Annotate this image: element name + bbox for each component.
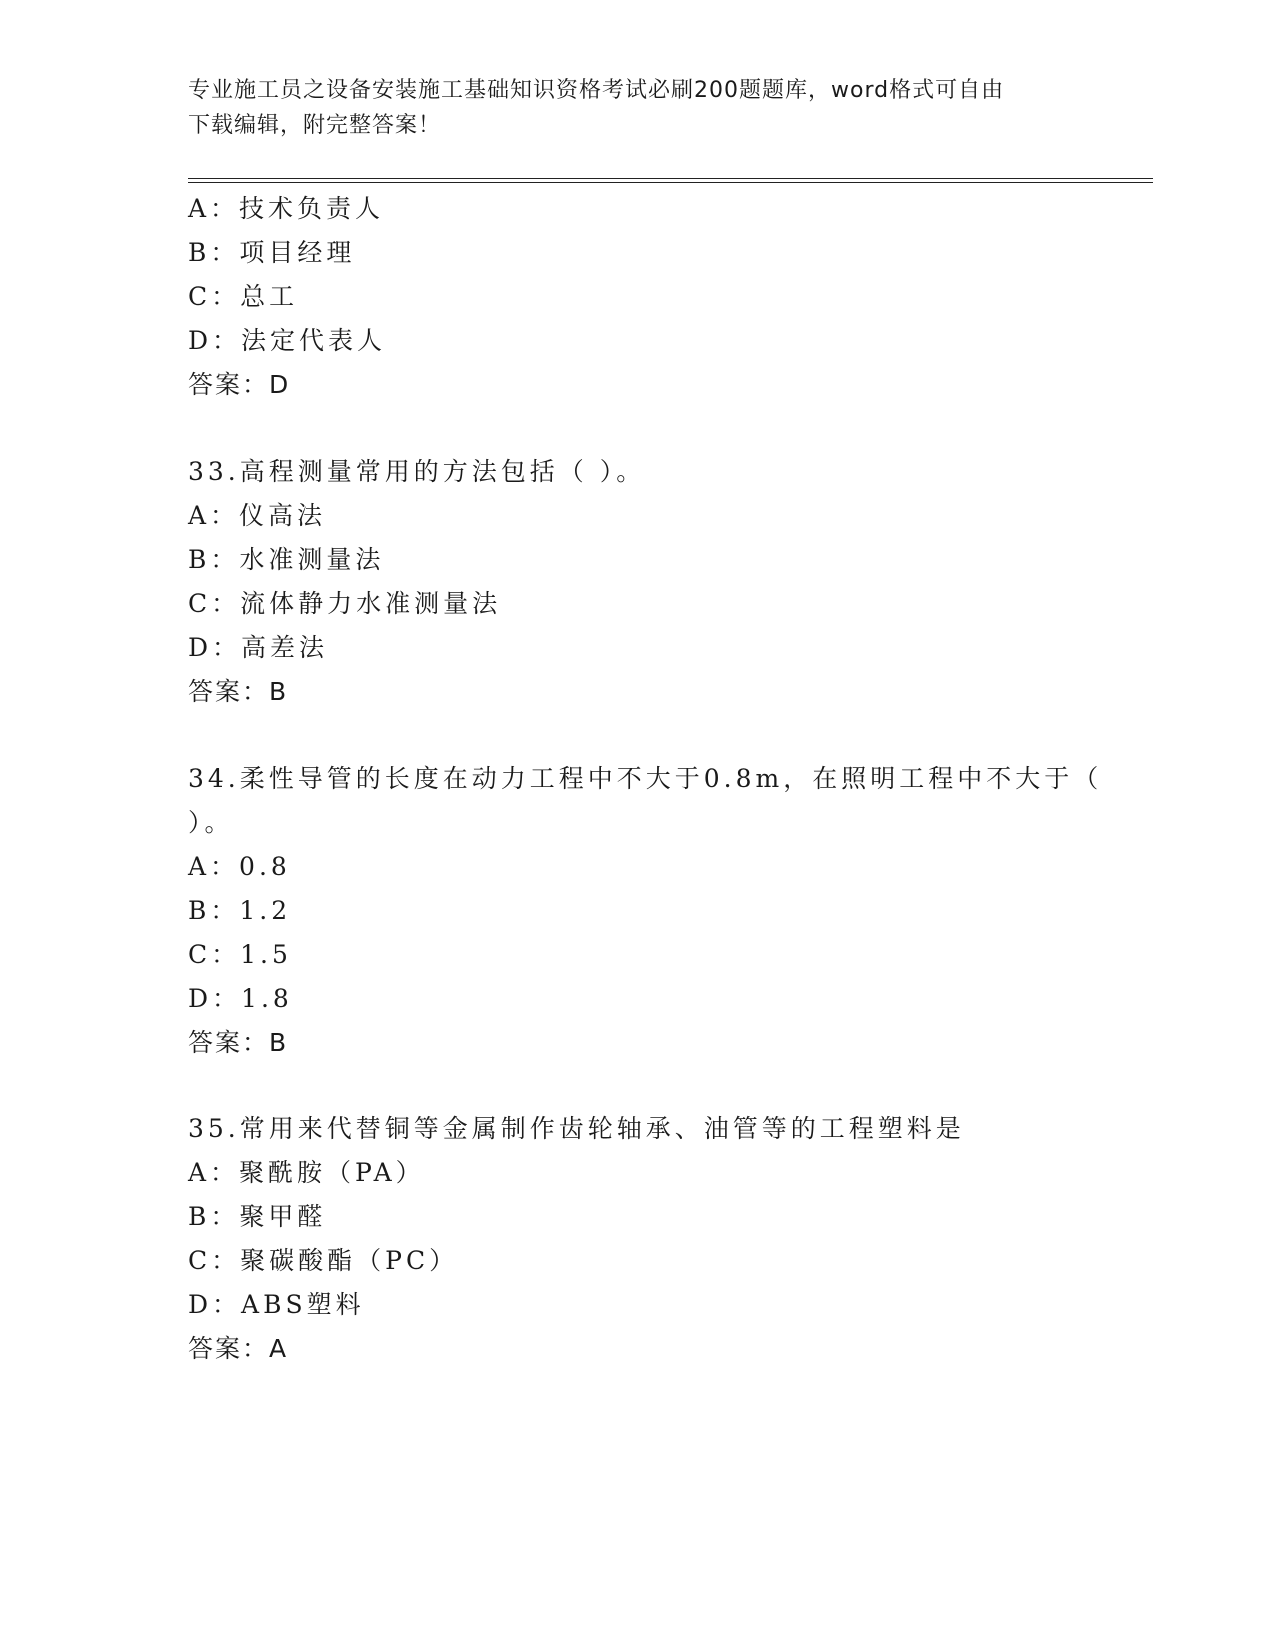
q35-stem: 35.常用来代替铜等金属制作齿轮轴承、油管等的工程塑料是	[188, 1114, 965, 1143]
q35-option-a: A：聚酰胺（PA）	[188, 1158, 425, 1187]
q33-option-b: B：水准测量法	[188, 545, 385, 574]
q34-option-d: D：1.8	[188, 984, 293, 1013]
q33-stem: 33.高程测量常用的方法包括（ ）。	[188, 457, 646, 486]
q34-option-b: B：1.2	[188, 896, 292, 925]
q32-option-c: C：总工	[188, 282, 299, 311]
header-line-2: 下载编辑，附完整答案！	[188, 113, 442, 138]
q34-answer: 答案：B	[188, 1028, 289, 1057]
q35-option-c: C：聚碳酸酯（PC）	[188, 1246, 459, 1275]
q33-option-d: D：高差法	[188, 633, 329, 662]
q33-option-a: A：仪高法	[188, 501, 327, 530]
document-header	[188, 73, 1068, 143]
q34-option-a: A：0.8	[188, 852, 291, 881]
header-line-1: 专业施工员之设备安装施工基础知识资格考试必刷200题题库，word格式可自由	[188, 78, 1005, 103]
header-divider-bottom	[188, 182, 1153, 183]
q35-answer: 答案：A	[188, 1334, 289, 1363]
q35-option-d: D：ABS塑料	[188, 1290, 365, 1319]
q34-option-c: C：1.5	[188, 940, 292, 969]
q34-stem-line-2: ）。	[188, 808, 234, 837]
q32-option-d: D：法定代表人	[188, 326, 387, 355]
q33-answer: 答案：B	[188, 677, 289, 706]
q35-option-b: B：聚甲醛	[188, 1202, 327, 1231]
q34-stem-line-1: 34.柔性导管的长度在动力工程中不大于0.8m，在照明工程中不大于（	[188, 764, 1103, 793]
header-divider-top	[188, 178, 1153, 179]
q33-option-c: C：流体静力水准测量法	[188, 589, 502, 618]
q32-answer: 答案：D	[188, 370, 291, 399]
q32-option-a: A：技术负责人	[188, 194, 385, 223]
q32-option-b: B：项目经理	[188, 238, 356, 267]
